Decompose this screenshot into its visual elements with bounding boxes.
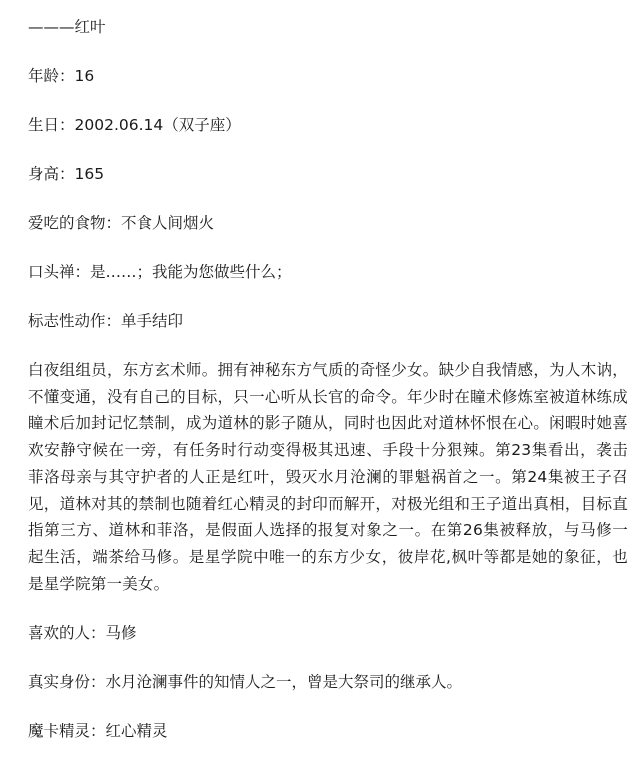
- favorite-food-line: 爱吃的食物：不食人间烟火: [28, 214, 215, 232]
- catchphrase-line: 口头禅：是……；我能为您做些什么；: [28, 263, 292, 281]
- signature-move-line: 标志性动作：单手结印: [28, 312, 184, 330]
- birthday-line: 生日：2002.06.14（双子座）: [28, 116, 241, 134]
- profile-title: ———红叶: [28, 18, 106, 36]
- age-line: 年龄：16: [28, 67, 95, 85]
- description-paragraph: 白夜组组员，东方玄术师。拥有神秘东方气质的奇怪少女。缺少自我情感，为人木讷，不懂变通，没有自己的目标，只一心听从长官的命令。年少时在瞳术修炼室被道林练成瞳术后加封记忆禁制，成为道林的影子随从，同时也因此对道林怀恨在心。闲暇时她喜欢安静守候在一旁，有任务时行动变得极其迅速、手段十分狠辣。第23集看出，袭击菲洛母亲与其守护者的人正是红叶，毁灭水月沧澜的罪魁祸首之一。第24集被王子召见，道林对其的禁制也随着红心精灵的封印而解开，对极光组和王子道出真相，目标直指第三方、道林和菲洛，是假面人选择的报复对象之一。在第26集被释放，与马修一起生活，端茶给马修。是星学院中唯一的东方少女，彼岸花,枫叶等都是她的象征，也是星学院第一美女。: [28, 361, 628, 593]
- profile-document: [28, 14, 628, 767]
- true-identity-line: 真实身份：水月沧澜事件的知情人之一，曾是大祭司的继承人。: [28, 673, 463, 692]
- height-line: 身高：165: [28, 165, 105, 183]
- magic-card-spirit-line: 魔卡精灵：红心精灵: [28, 722, 168, 741]
- crush-line: 喜欢的人：马修: [28, 624, 137, 643]
